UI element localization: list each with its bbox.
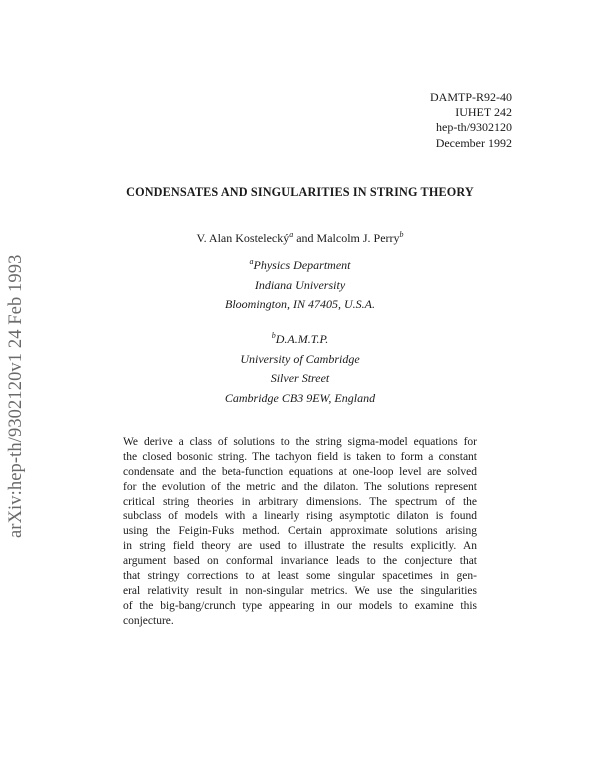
report-number-arxiv: hep-th/9302120	[436, 120, 512, 135]
abstract-line: We derive a class of solutions to the string sigma-model equations for	[123, 436, 477, 448]
report-date: December 1992	[435, 135, 512, 150]
author-conjunction: and	[293, 231, 317, 245]
abstract-line: for the evolution of the metric and the dilaton. The solutions represent	[123, 480, 477, 493]
abstract-line: argument based on conformal invariance leads to the conjecture that	[123, 555, 477, 568]
abstract-line: the closed bosonic string. The tachyon field is taken to form a constant	[123, 450, 477, 463]
affiliation-institution: Indiana University	[254, 277, 346, 292]
author-line	[0, 230, 600, 246]
affiliation-indiana	[0, 252, 600, 315]
author-name: Malcolm J. Perry	[316, 231, 400, 245]
abstract-line: critical string theories in arbitrary dimensions. The spectrum of the	[123, 495, 477, 508]
arxiv-identifier-stamp: arXiv:hep-th/9302120v1 24 Feb 1993	[6, 254, 26, 538]
affiliation-address: Cambridge CB3 9EW, England	[224, 390, 376, 405]
affiliation-institution: University of Cambridge	[240, 351, 360, 366]
affiliation-address: Bloomington, IN 47405, U.S.A.	[225, 297, 375, 311]
report-number-damtp: DAMTP-R92-40	[429, 90, 512, 104]
report-number-block	[430, 90, 512, 151]
abstract-line: in string field theory are used to illustrate the results explicitly. An	[123, 540, 477, 553]
paper-title: CONDENSATES AND SINGULARITIES IN STRING THEORY	[126, 185, 474, 199]
affiliation-mark: a	[249, 257, 254, 266]
abstract-line: that stringy corrections to at least some singular spacetimes in gen-	[123, 570, 477, 583]
affiliation-street: Silver Street	[270, 371, 330, 385]
affiliation-department: Physics Department	[253, 258, 351, 272]
abstract	[123, 435, 477, 629]
affiliation-mark: a	[289, 230, 294, 239]
affiliation-mark: b	[399, 230, 404, 239]
report-number-iuhet: IUHET 242	[455, 105, 512, 120]
abstract-line: using the Feigin-Fuks method. Certain approximate solutions arising	[123, 525, 477, 538]
affiliation-mark: b	[271, 331, 276, 340]
abstract-line: subclass of models with a linearly rising asymptotic dilaton is found	[123, 510, 477, 523]
affiliation-department: D.A.M.T.P.	[275, 332, 329, 346]
affiliation-cambridge	[0, 326, 600, 408]
abstract-line: eral relativity result in non-singular metrics. We use the singularities	[123, 584, 477, 597]
abstract-line: condensate and the beta-function equations at one-loop level are solved	[123, 465, 477, 478]
author-name: V. Alan Kostelecký	[196, 231, 290, 245]
abstract-line: of the big-bang/crunch type appearing in our models to examine this	[123, 599, 477, 612]
abstract-line: conjecture.	[123, 614, 174, 627]
